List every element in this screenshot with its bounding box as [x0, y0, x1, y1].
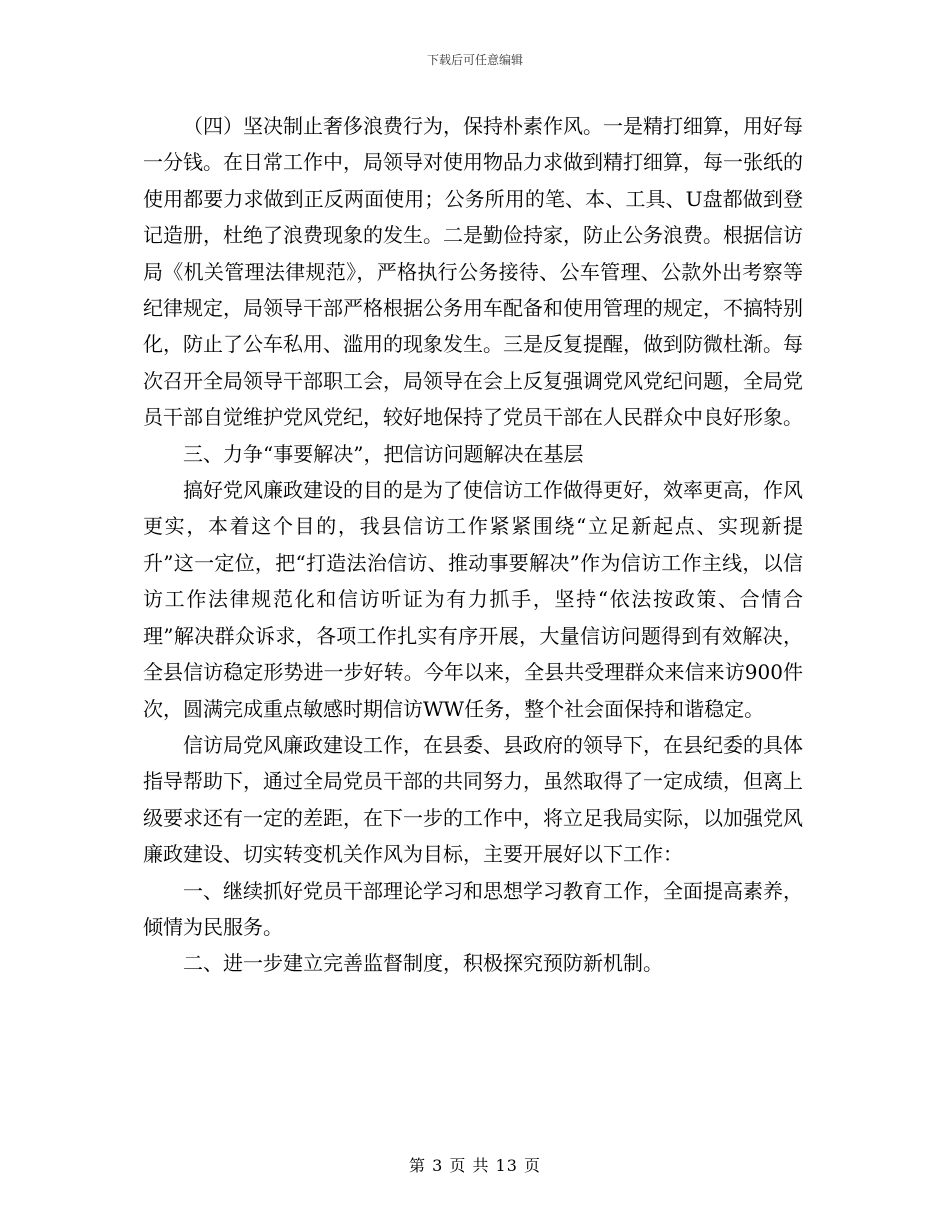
paragraph-frugality: （四）坚决制止奢侈浪费行为，保持朴素作风。一是精打细算，用好每一分钱。在日常工作中，局领导对使用物品力求做到精打细算，每一张纸的使用都要力求做到正反两面使用；公务所用的笔、本、工具、U盘都做到登记造册，杜绝了浪费现象的发生。二是勤俭持家，防止公务浪费。根据信访局《机关管理法律规范》，严格执行公务接待、公车管理、公款外出考察等纪律规定，局领导干部严格根据公务用车配备和使用管理的规定，不搞特别化，防止了公车私用、滥用的现象发生。三是反复提醒，做到防微杜渐。每次召开全局领导干部职工会，局领导在会上反复强调党风党纪问题，全局党员干部自觉维护党风党纪，较好地保持了党员干部在人民群众中良好形象。	[143, 114, 803, 430]
list-item-2: 二、进一步建立完善监督制度，积极探究预防新机制。	[183, 951, 663, 976]
section-heading-3: 三、力争“事要解决”，把信访问题解决在基层	[183, 441, 584, 466]
paragraph-petition-work: 搞好党风廉政建设的目的是为了使信访工作做得更好，效率更高，作风更实，本着这个目的，我县信访工作紧紧围绕“立足新起点、实现新提升”这一定位，把“打造法治信访、推动事要解决”作为信访工作主线，以信访工作法律规范化和信访听证为有力抓手，坚持“依法按政策、合情合理”解决群众诉求，各项工作扎实有序开展，大量信访问题得到有效解决，全县信访稳定形势进一步好转。今年以来，全县共受理群众来信来访900件次，圆满完成重点敏感时期信访WW任务，整个社会面保持和谐稳定。	[143, 478, 803, 721]
header-note: 下载后可任意编辑	[426, 53, 523, 67]
paragraph-next-steps: 信访局党风廉政建设工作，在县委、县政府的领导下，在县纪委的具体指导帮助下，通过全局党员干部的共同努力，虽然取得了一定成绩，但离上级要求还有一定的差距，在下一步的工作中，将立足我局实际，以加强党风廉政建设、切实转变机关作风为目标，主要开展好以下工作：	[143, 732, 803, 867]
document-body	[143, 108, 803, 982]
page-footer: 第 3 页 共 13 页	[409, 1156, 541, 1175]
list-item-1: 一、继续抓好党员干部理论学习和思想学习教育工作，全面提高素养，倾情为民服务。	[143, 878, 803, 939]
